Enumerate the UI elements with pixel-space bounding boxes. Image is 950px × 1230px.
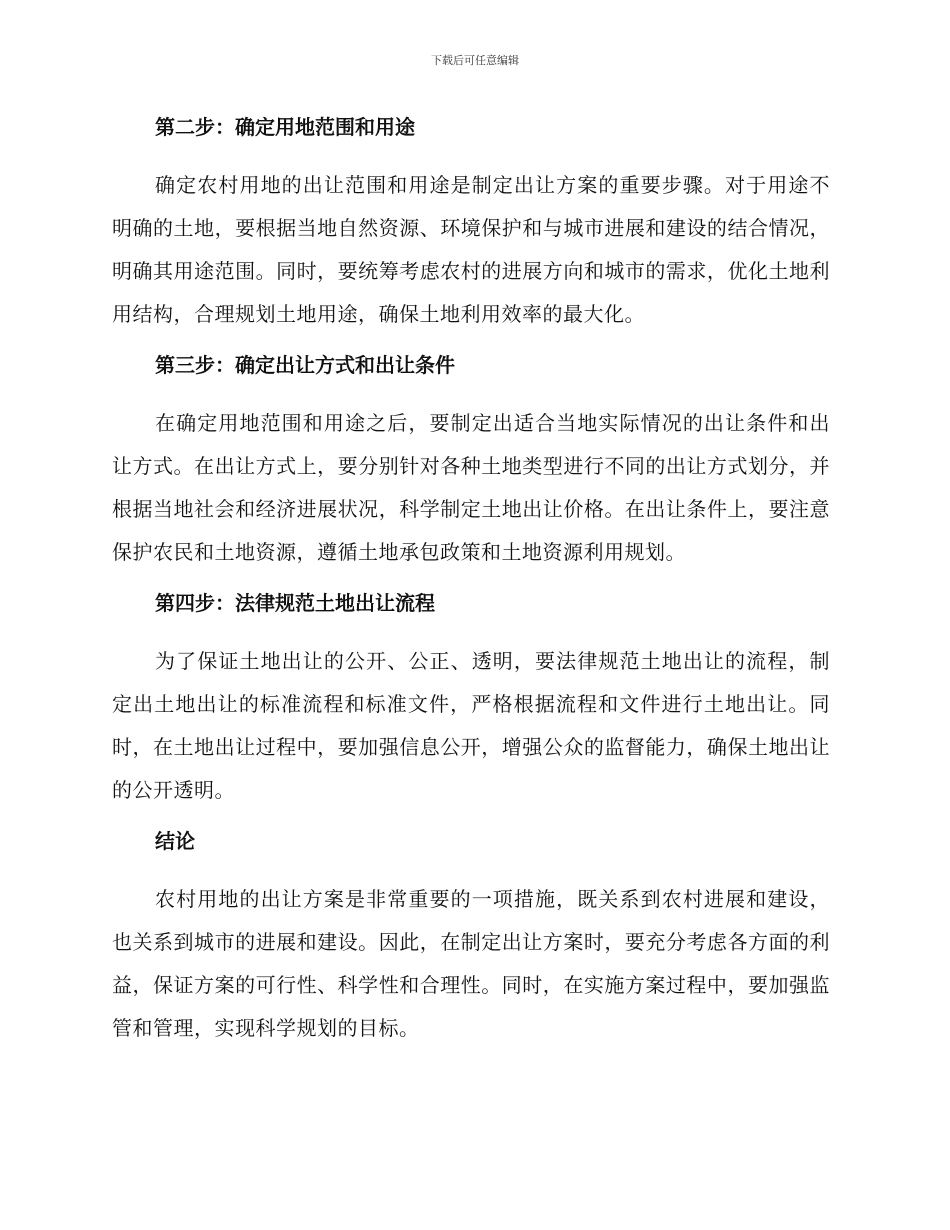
section-heading: 第三步：确定出让方式和出让条件: [155, 353, 455, 377]
section-heading: 第四步：法律规范土地出让流程: [155, 591, 435, 615]
document-body: [112, 110, 830, 1062]
section-paragraph: 确定农村用地的出让范围和用途是制定出让方案的重要步骤。对于用途不明确的土地，要根据当地自然资源、环境保护和与城市进展和建设的结合情况，明确其用途范围。同时，要统筹考虑农村的进展方向和城市的需求，优化土地利用结构，合理规划土地用途，确保土地利用效率的最大化。: [112, 173, 830, 326]
section-heading: 第二步：确定用地范围和用途: [155, 115, 415, 139]
section-step-four: [112, 586, 830, 812]
page-header-note: 下载后可任意编辑: [431, 54, 519, 67]
section-paragraph: 为了保证土地出让的公开、公正、透明，要法律规范土地出让的流程，制定出土地出让的标准流程和标准文件，严格根据流程和文件进行土地出让。同时，在土地出让过程中，要加强信息公开，增强公众的监督能力，确保土地出让的公开透明。: [112, 649, 830, 802]
section-paragraph: 农村用地的出让方案是非常重要的一项措施，既关系到农村进展和建设，也关系到城市的进展和建设。因此，在制定出让方案时，要充分考虑各方面的利益，保证方案的可行性、科学性和合理性。同时，在实施方案过程中，要加强监管和管理，实现科学规划的目标。: [112, 887, 830, 1040]
section-step-two: [112, 110, 830, 336]
section-paragraph: 在确定用地范围和用途之后，要制定出适合当地实际情况的出让条件和出让方式。在出让方式上，要分别针对各种土地类型进行不同的出让方式划分，并根据当地社会和经济进展状况，科学制定土地出让价格。在出让条件上，要注意保护农民和土地资源，遵循土地承包政策和土地资源利用规划。: [112, 411, 830, 564]
section-heading: 结论: [155, 829, 195, 853]
section-step-three: [112, 348, 830, 574]
section-conclusion: [112, 824, 830, 1050]
